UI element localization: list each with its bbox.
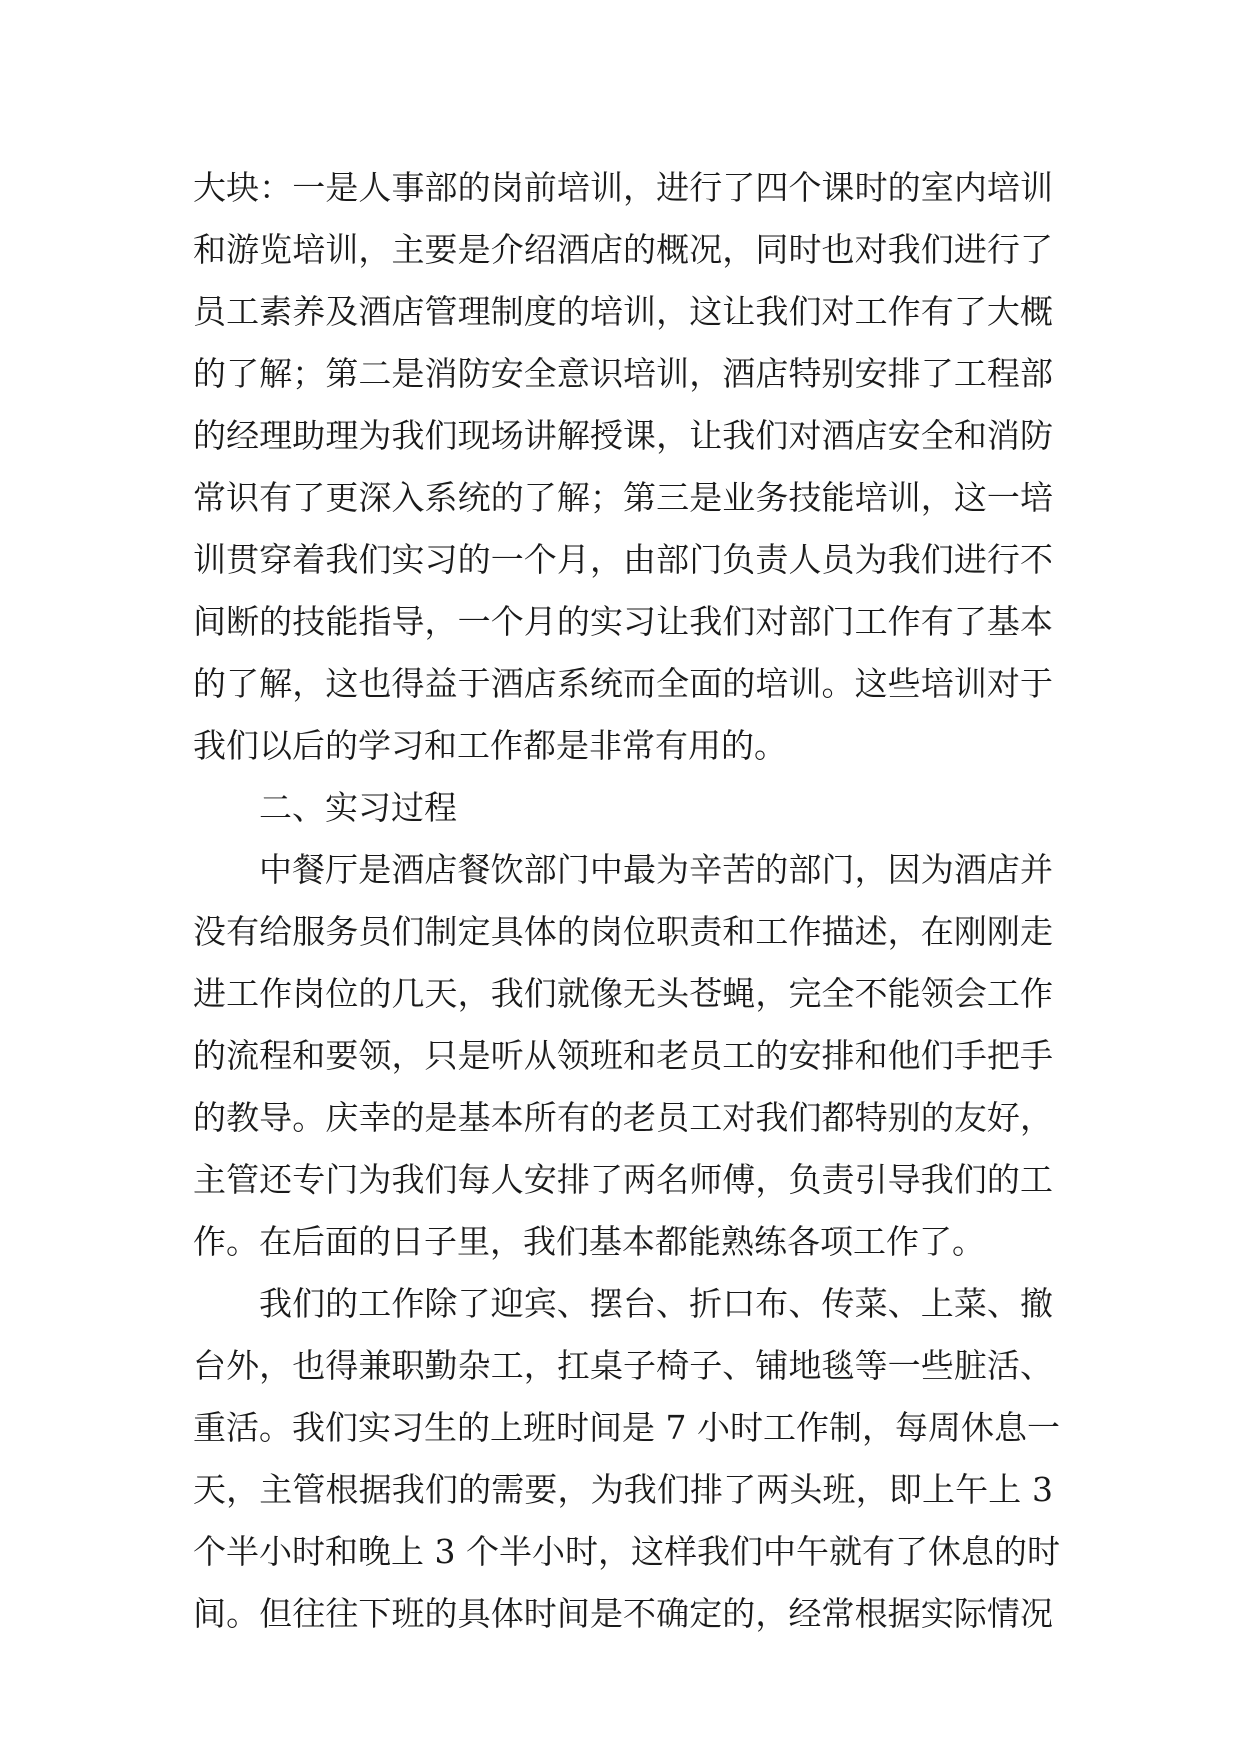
text-line: 的教导。庆幸的是基本所有的老员工对我们都特别的友好， [193, 1098, 1053, 1137]
text-line: 的了解；第二是消防安全意识培训，酒店特别安排了工程部 [193, 354, 1053, 393]
text-line: 台外，也得兼职勤杂工，扛桌子椅子、铺地毯等一些脏活、 [193, 1346, 1053, 1385]
text-line: 员工素养及酒店管理制度的培训，这让我们对工作有了大概 [193, 292, 1053, 331]
text-line: 进工作岗位的几天，我们就像无头苍蝇，完全不能领会工作 [193, 974, 1053, 1013]
text-line: 作。在后面的日子里，我们基本都能熟练各项工作了。 [193, 1222, 985, 1261]
text-line: 大块：一是人事部的岗前培训，进行了四个课时的室内培训 [193, 168, 1053, 207]
text-line: 我们的工作除了迎宾、摆台、折口布、传菜、上菜、撤 [259, 1284, 1053, 1323]
text-line: 天，主管根据我们的需要，为我们排了两头班，即上午上 3 [193, 1470, 1053, 1509]
text-line: 的流程和要领，只是听从领班和老员工的安排和他们手把手 [193, 1036, 1053, 1075]
text-line: 个半小时和晚上 3 个半小时，这样我们中午就有了休息的时 [193, 1532, 1060, 1571]
text-line: 没有给服务员们制定具体的岗位职责和工作描述，在刚刚走 [193, 912, 1053, 951]
text-line: 我们以后的学习和工作都是非常有用的。 [193, 726, 787, 765]
text-line: 二、实习过程 [259, 788, 457, 827]
text-line: 的经理助理为我们现场讲解授课，让我们对酒店安全和消防 [193, 416, 1053, 455]
text-line: 常识有了更深入系统的了解；第三是业务技能培训，这一培 [193, 478, 1053, 517]
text-line: 间断的技能指导，一个月的实习让我们对部门工作有了基本 [193, 602, 1053, 641]
text-line: 重活。我们实习生的上班时间是 7 小时工作制，每周休息一 [193, 1408, 1060, 1447]
text-line: 和游览培训，主要是介绍酒店的概况，同时也对我们进行了 [193, 230, 1053, 269]
text-line: 中餐厅是酒店餐饮部门中最为辛苦的部门，因为酒店并 [259, 850, 1053, 889]
text-line: 间。但往往下班的具体时间是不确定的，经常根据实际情况 [193, 1594, 1053, 1633]
body-text [193, 157, 1060, 1645]
text-line: 的了解，这也得益于酒店系统而全面的培训。这些培训对于 [193, 664, 1053, 703]
text-line: 训贯穿着我们实习的一个月，由部门负责人员为我们进行不 [193, 540, 1053, 579]
text-line: 主管还专门为我们每人安排了两名师傅，负责引导我们的工 [193, 1160, 1053, 1199]
